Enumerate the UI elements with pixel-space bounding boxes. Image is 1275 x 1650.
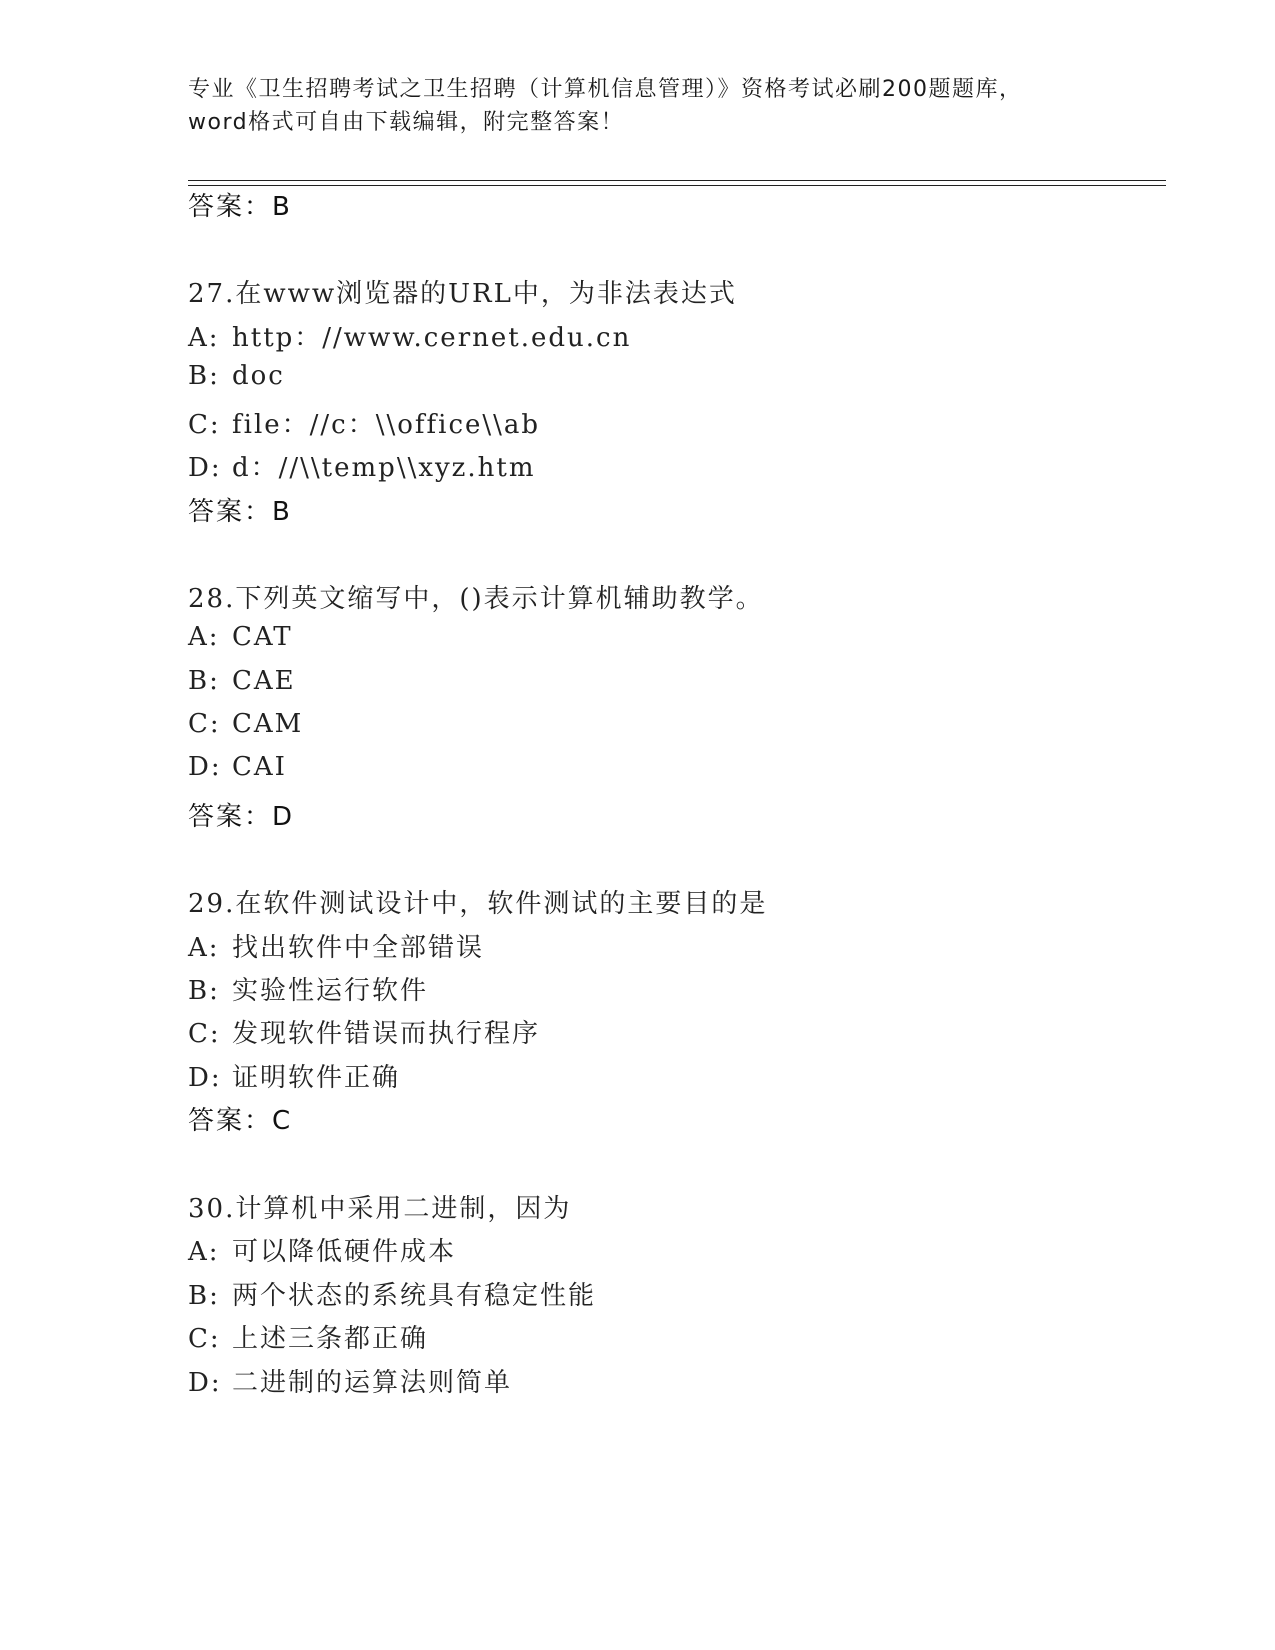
option-text: 两个状态的系统具有稳定性能 (232, 1281, 597, 1311)
option-letter: A: (188, 933, 220, 963)
option-text: 证明软件正确 (232, 1063, 401, 1093)
question-28-answer: 答案：D (188, 802, 295, 832)
option-text: 发现软件错误而执行程序 (232, 1019, 541, 1049)
option-letter: B: (188, 361, 220, 391)
header-divider-bottom (188, 185, 1166, 186)
option-text: doc (232, 361, 285, 391)
option-text: CAT (232, 622, 293, 652)
question-29-stem: 29.在软件测试设计中，软件测试的主要目的是 (188, 889, 768, 919)
option-letter: D: (188, 1368, 222, 1398)
question-30-option-b (188, 1275, 596, 1312)
question-28-stem: 28.下列英文缩写中，()表示计算机辅助教学。 (188, 584, 764, 614)
option-letter: B: (188, 1281, 220, 1311)
option-letter: C: (188, 1324, 221, 1354)
option-text: file：//c：\\office\\ab (232, 410, 541, 440)
answer-previous: 答案：B (188, 192, 292, 222)
question-30-option-d (188, 1362, 512, 1399)
question-29-option-a (188, 927, 484, 964)
option-letter: B: (188, 976, 220, 1006)
question-27-stem: 27.在www浏览器的URL中，为非法表达式 (188, 279, 737, 309)
header-line-2: word格式可自由下载编辑，附完整答案！ (188, 110, 625, 135)
header-line-1: 专业《卫生招聘考试之卫生招聘（计算机信息管理）》资格考试必刷200题题库， (188, 77, 1023, 102)
question-27-option-b (188, 361, 285, 391)
option-letter: A: (188, 1237, 220, 1267)
option-text: 二进制的运算法则简单 (232, 1368, 513, 1398)
question-27-option-c (188, 404, 540, 441)
question-29-option-d (188, 1057, 400, 1094)
question-30-stem: 30.计算机中采用二进制，因为 (188, 1194, 572, 1224)
question-28-option-b (188, 666, 296, 696)
question-28-option-d (188, 752, 287, 782)
question-30-option-a (188, 1231, 456, 1268)
header-divider-top (188, 180, 1166, 181)
question-28-option-c (188, 709, 303, 739)
option-letter: B: (188, 666, 220, 696)
option-letter: C: (188, 709, 221, 739)
option-text: 实验性运行软件 (232, 976, 429, 1006)
question-28-option-a (188, 622, 293, 652)
question-29-answer: 答案：C (188, 1106, 293, 1136)
question-27-option-d (188, 447, 536, 484)
option-letter: D: (188, 1063, 222, 1093)
option-text: CAM (232, 709, 304, 739)
option-letter: D: (188, 752, 222, 782)
option-letter: A: (188, 622, 220, 652)
document-header (188, 73, 1088, 139)
option-letter: C: (188, 1019, 221, 1049)
question-29-option-b (188, 970, 428, 1007)
question-30-option-c (188, 1318, 428, 1355)
option-text: CAE (232, 666, 296, 696)
question-29-option-c (188, 1013, 540, 1050)
option-letter: D: (188, 453, 222, 483)
question-27-option-a (188, 317, 631, 354)
option-letter: A: (188, 323, 220, 353)
option-text: 上述三条都正确 (232, 1324, 429, 1354)
option-text: http：//www.cernet.edu.cn (232, 323, 632, 353)
option-text: CAI (232, 752, 287, 782)
option-text: 可以降低硬件成本 (232, 1237, 457, 1267)
option-text: 找出软件中全部错误 (232, 933, 485, 963)
option-text: d：//\\temp\\xyz.htm (232, 453, 536, 483)
option-letter: C: (188, 410, 221, 440)
question-27-answer: 答案：B (188, 497, 292, 527)
